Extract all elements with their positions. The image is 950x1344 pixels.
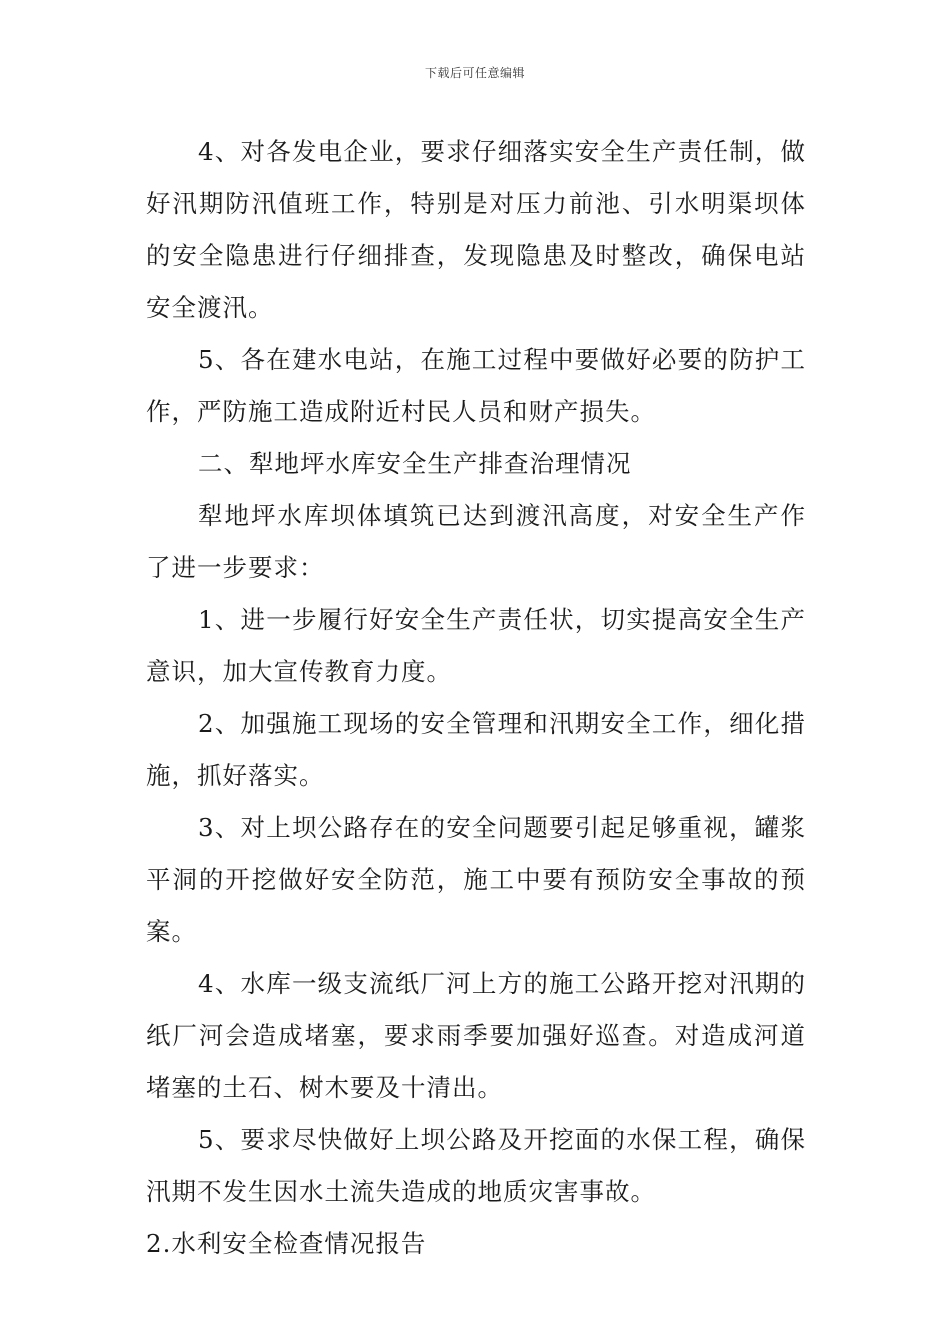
page-header-note: 下载后可任意编辑	[424, 66, 525, 80]
section-heading: 2.水利安全检查情况报告	[146, 1229, 427, 1258]
paragraph-requirement-4: 4、水库一级支流纸厂河上方的施工公路开挖对汛期的纸厂河会造成堵塞，要求雨季要加强好巡查。对造成河道堵塞的土石、树木要及十清出。	[146, 969, 806, 1102]
paragraph-requirement-5: 5、要求尽快做好上坝公路及开挖面的水保工程，确保汛期不发生因水土流失造成的地质灾害事故。	[146, 1125, 806, 1206]
paragraph-reservoir-intro: 犁地坪水库坝体填筑已达到渡汛高度，对安全生产作了进一步要求：	[146, 501, 806, 582]
paragraph-requirement-2: 2、加强施工现场的安全管理和汛期安全工作，细化措施，抓好落实。	[146, 709, 806, 790]
paragraph-requirement-3: 3、对上坝公路存在的安全问题要引起足够重视，罐浆平洞的开挖做好安全防范，施工中要有预防安全事故的预案。	[146, 813, 806, 946]
paragraph-requirement-1: 1、进一步履行好安全生产责任状，切实提高安全生产意识，加大宣传教育力度。	[146, 605, 806, 686]
document-body	[146, 126, 806, 1270]
section-title-reservoir: 二、犁地坪水库安全生产排查治理情况	[198, 449, 632, 478]
paragraph-item-5-hydropower-construction: 5、各在建水电站，在施工过程中要做好必要的防护工作，严防施工造成附近村民人员和财产损失。	[146, 345, 806, 426]
paragraph-item-4-power-plants: 4、对各发电企业，要求仔细落实安全生产责任制，做好汛期防汛值班工作，特别是对压力前池、引水明渠坝体的安全隐患进行仔细排查，发现隐患及时整改，确保电站安全渡汛。	[146, 137, 806, 322]
